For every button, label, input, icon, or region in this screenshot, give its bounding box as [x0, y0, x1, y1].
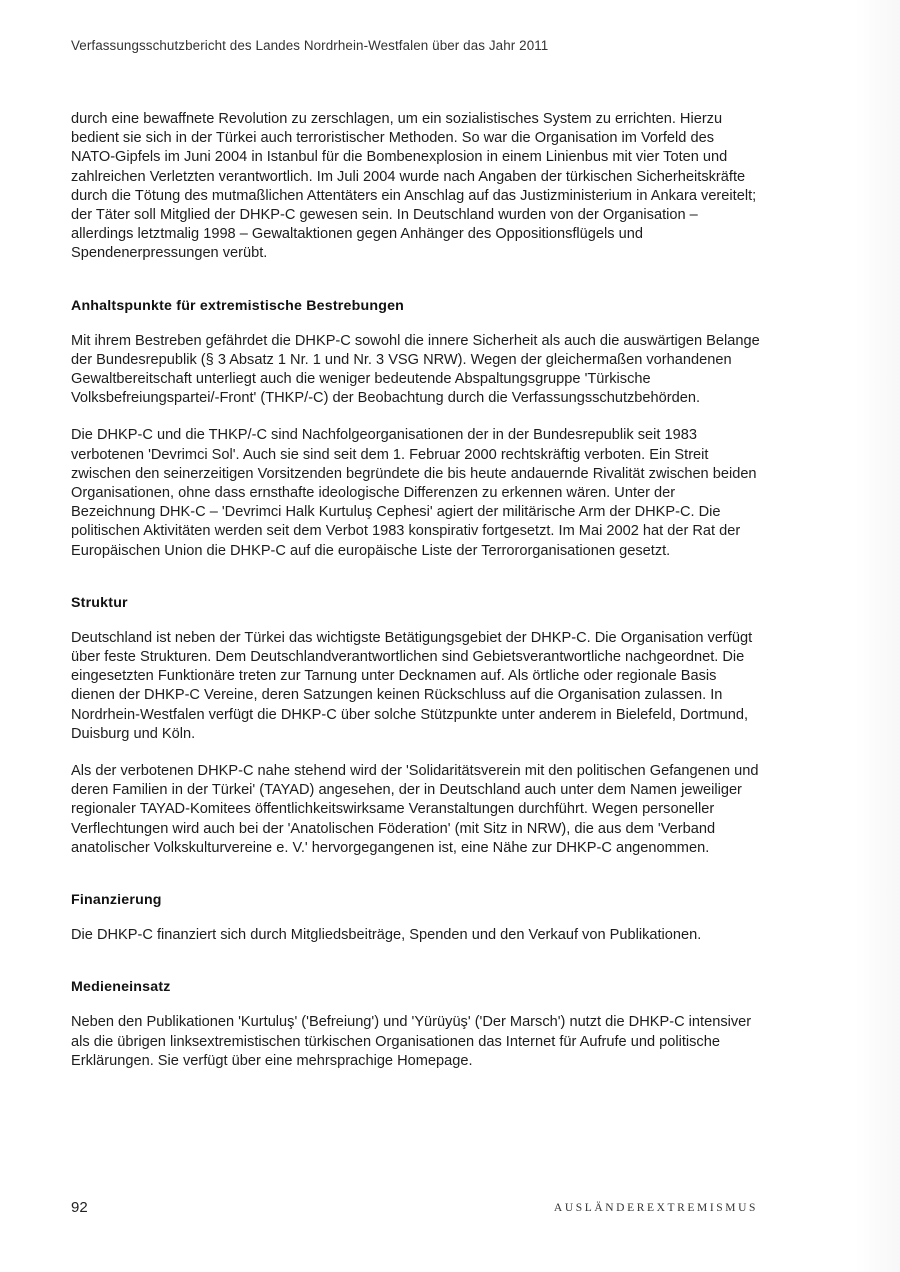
paragraph-betaetigungsgebiet: Deutschland ist neben der Türkei das wichtigste Betätigungsgebiet der DHKP-C. Die Organisation verfügt über feste Strukturen. Dem Deutschlandverantwortlichen sind Gebietsverantwortliche nachgeordnet. Die eingesetzten Funktionäre treten zur Tarnung unter Decknamen auf. Als örtliche oder regionale Basis dienen der DHKP-C Vereine, deren Satzungen keinen Rückschluss auf die Organisation zulassen. In Nordrhein-Westfalen verfügt die DHKP-C über solche Stützpunkte unter anderem in Bielefeld, Dortmund, Duisburg und Köln. [71, 629, 753, 742]
page-number: 92 [71, 1199, 88, 1216]
paragraph-medieneinsatz: Neben den Publikationen 'Kurtuluş' ('Befreiung') und 'Yürüyüş' ('Der Marsch') nutzt die DHKP-C intensiver als die übrigen linksextremistischen türkischen Organisationen das Internet für Aufrufe und politische Erklärungen. Sie verfügt über eine mehrsprachige Homepage. [71, 1014, 752, 1069]
heading-struktur: Struktur [71, 594, 128, 611]
heading-medieneinsatz: Medieneinsatz [71, 979, 171, 996]
running-header: Verfassungsschutzbericht des Landes Nordrhein-Westfalen über das Jahr 2011 [71, 38, 549, 53]
paragraph-bestreben: Mit ihrem Bestreben gefährdet die DHKP-C sowohl die innere Sicherheit als auch die auswärtigen Belange der Bundesrepublik (§ 3 Absatz 1 Nr. 1 und Nr. 3 VSG NRW). Wegen der gleichermaßen vorhandenen Gewaltbereitschaft unterliegt auch die weniger bedeutende Abspaltungsgruppe 'Türkische Volksbefreiungspartei/-Front' (THKP/-C) der Beobachtung durch die Verfassungsschutzbehörden. [71, 332, 760, 407]
heading-finanzierung: Finanzierung [71, 892, 162, 909]
running-footer: AUSLÄNDEREXTREMISMUS [553, 1202, 758, 1214]
heading-anhaltspunkte: Anhaltspunkte für extremistische Bestrebungen [71, 297, 405, 314]
paragraph-tayad: Als der verbotenen DHKP-C nahe stehend wird der 'Solidaritätsverein mit den politischen Gefangenen und deren Familien in der Türkei' (TAYAD) angesehen, der in Deutschland auch unter dem Namen jeweiliger regionaler TAYAD-Komitees öffentlichkeitswirksame Veranstaltungen durchführt. Wegen personeller Verflechtungen wird auch bei der 'Anatolischen Föderation' (mit Sitz in NRW), die aus dem 'Verband anatolischer Volkskulturvereine e. V.' hervorgegangenen ist, eine Nähe zur DHKP-C angenommen. [71, 763, 759, 856]
paragraph-revolution: durch eine bewaffnete Revolution zu zerschlagen, um ein sozialistisches System zu errichten. Hierzu bedient sie sich in der Türkei auch terroristischer Methoden. So war die Organisation im Vorfeld des NATO-Gipfels im Juni 2004 in Istanbul für die Bombenexplosion in einem Linienbus mit vier Toten und zahlreichen Verletzten verantwortlich. Im Juli 2004 wurde nach Angaben der türkischen Sicherheitskräfte durch die Tötung des mutmaßlichen Attentäters ein Anschlag auf das Justizministerium in Ankara vereitelt; der Täter soll Mitglied der DHKP-C gewesen sein. In Deutschland wurden von der Organisation – allerdings letztmalig 1998 – Gewaltaktionen gegen Anhänger des Oppositionsflügels und Spendenerpressungen verübt. [71, 111, 757, 262]
page-content [71, 110, 761, 1071]
paragraph-nachfolgeorganisationen: Die DHKP-C und die THKP/-C sind Nachfolgeorganisationen der in der Bundesrepublik seit 1983 verbotenen 'Devrimci Sol'. Auch sie sind seit dem 1. Februar 2000 rechtskräftig verboten. Ein Streit zwischen den seinerzeitigen Vorsitzenden begründete die bis heute andauernde Rivalität zwischen beiden Organisationen, ohne dass ernsthafte ideologische Differenzen zu erkennen wären. Unter der Bezeichnung DHK-C – 'Devrimci Halk Kurtuluş Cephesi' agiert der militärische Arm der DHKP-C. Die politischen Aktivitäten werden seit dem Verbot 1983 konspirativ fortgesetzt. Im Mai 2002 hat der Rat der Europäischen Union die DHKP-C auf die europäische Liste der Terrororganisationen gesetzt. [71, 427, 757, 559]
paragraph-finanzierung: Die DHKP-C finanziert sich durch Mitgliedsbeiträge, Spenden und den Verkauf von Publikationen. [71, 927, 702, 944]
page-edge-shadow [854, 0, 900, 1272]
